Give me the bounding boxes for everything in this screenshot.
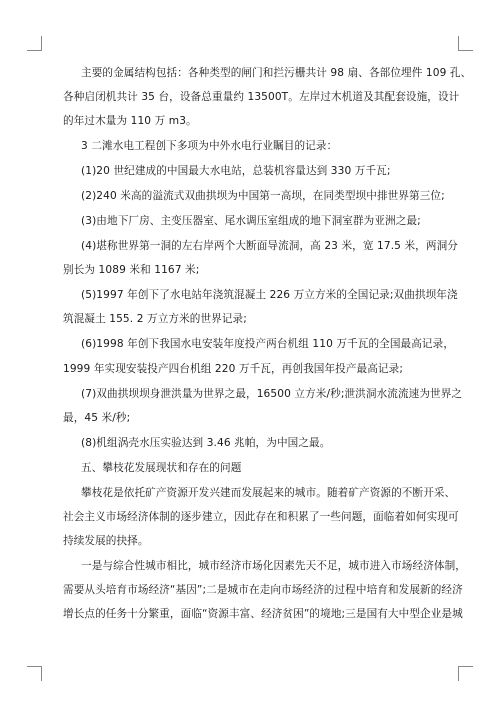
text-line: 增长点的任务十分繁重，面临“资源丰富、经济贫困”的境地;三是国有大中型企业是城 (63, 608, 463, 620)
text-line: 主要的金属结构包括：各种类型的闸门和拦污栅共计 98 扇、各部位埋件 109 孔、 (81, 67, 472, 79)
list-item: (1)20 世纪建成的中国最大水电站，总装机容量达到 330 万千瓦; (81, 165, 391, 177)
text-line: 的年过木量为 110 万 m3。 (63, 115, 197, 127)
text-line: 持续发展的抉择。 (63, 535, 149, 547)
list-item: (6)1998 年创下我国水电安装年度投产两台机组 110 万千瓦的全国最高记录， (81, 338, 455, 350)
crop-mark-bottom-right (458, 666, 473, 681)
list-item-cont: 筑混凝土 155. 2 万立方米的世界记录; (63, 313, 247, 325)
crop-mark-top-left (27, 36, 42, 51)
section-heading: 五、攀枝花发展现状和存在的问题 (81, 462, 242, 474)
section-heading: 3 二滩水电工程创下多项为中外水电行业瞩目的记录： (81, 140, 338, 152)
text-line: 社会主义市场经济体制的逐步建立，因此存在和积累了一些问题，面临着如何实现可 (63, 511, 459, 523)
list-item: (3)由地下厂房、主变压器室、尾水调压室组成的地下洞室群为亚洲之最; (81, 215, 421, 227)
list-item: (5)1997 年创下了水电站年浇筑混凝土 226 万立方米的全国记录;双曲拱坝年浇 (81, 289, 458, 301)
text-line: 需要从头培育市场经济“基因”;二是城市在走向市场经济的过程中培育和发展新的经济 (63, 584, 463, 596)
list-item: (7)双曲拱坝坝身泄洪量为世界之最，16500 立方米/秒;泄洪洞水流流速为世界之 (81, 388, 463, 400)
text-line: 攀枝花是依托矿产资源开发兴建而发展起来的城市。随着矿产资源的不断开采、 (81, 487, 456, 499)
list-item-cont: 最，45 米/秒; (63, 412, 131, 424)
list-item: (2)240 米高的溢流式双曲拱坝为中国第一高坝，在同类型坝中排世界第三位; (81, 190, 445, 202)
text-line: 各种启闭机共计 35 台，设备总重量约 13500T。左岸过木机道及其配套设施，设计 (63, 91, 460, 103)
crop-mark-bottom-left (27, 666, 42, 681)
list-item: (8)机组涡壳水压实验达到 3.46 兆帕，为中国之最。 (81, 437, 331, 449)
list-item-cont: 1999 年实现安装投产四台机组 220 万千瓦，再创我国年投产最高记录; (63, 363, 403, 375)
crop-mark-top-right (458, 36, 473, 51)
text-line: 一是与综合性城市相比，城市经济市场化因素先天不足，城市进入市场经济体制， (81, 560, 466, 572)
list-item: (4)堪称世界第一洞的左右岸两个大断面导流洞，高 23 米，宽 17.5 米，两洞分 (81, 240, 458, 252)
list-item-cont: 别长为 1089 米和 1167 米; (63, 264, 200, 276)
